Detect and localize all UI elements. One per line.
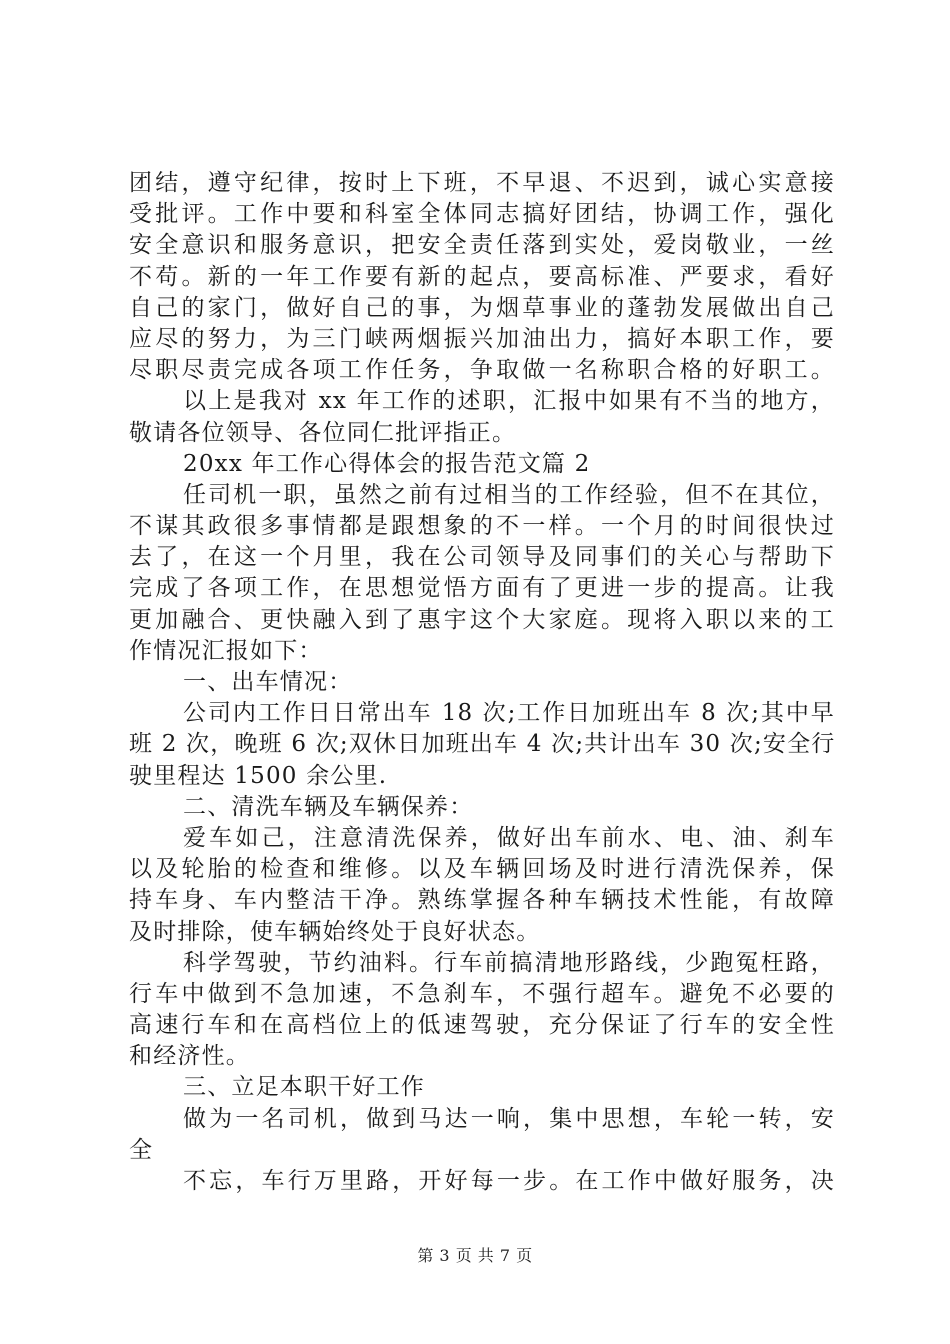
text-line: 不苟。新的一年工作要有新的起点，要高标准、严要求，看好 [129, 263, 835, 290]
text-line: 以及轮胎的检查和维修。以及车辆回场及时进行清洗保养，保 [129, 856, 835, 883]
text-line: 安全意识和服务意识，把安全责任落到实处，爱岗敬业，一丝 [129, 232, 835, 259]
subsection-heading: 二、清洗车辆及车辆保养： [183, 793, 474, 820]
text-line: 高速行车和在高档位上的低速驾驶，充分保证了行车的安全性 [129, 1012, 835, 1039]
subsection-heading: 一、出车情况： [183, 669, 353, 695]
text-line: 及时排除，使车辆始终处于良好状态。 [129, 918, 541, 945]
text-line: 尽职尽责完成各项工作任务，争取做一名称职合格的好职工。 [129, 357, 835, 384]
text-line: 驶里程达 1500 余公里. [129, 762, 388, 789]
text-line: 敬请各位领导、各位同仁批评指正。 [129, 419, 517, 446]
text-line: 自己的家门，做好自己的事，为烟草事业的蓬勃发展做出自己 [129, 294, 835, 321]
text-line: 行车中做到不急加速，不急刹车，不强行超车。避免不必要的 [129, 980, 835, 1007]
paragraph-first-line: 以上是我对 xx 年工作的述职，汇报中如果有不当的地方， [183, 388, 835, 415]
text-line: 完成了各项工作，在思想觉悟方面有了更进一步的提高。让我 [129, 575, 835, 602]
section-heading: 20xx 年工作心得体会的报告范文篇 2 [183, 450, 591, 477]
text-line: 团结，遵守纪律，按时上下班，不早退、不迟到，诚心实意接 [129, 170, 835, 196]
paragraph-first-line: 科学驾驶，节约油料。行车前搞清地形路线，少跑冤枉路， [183, 949, 835, 976]
subsection-heading: 三、立足本职干好工作 [183, 1074, 425, 1101]
text-line: 全 [129, 1136, 154, 1163]
text-line: 应尽的努力，为三门峡两烟振兴加油出力，搞好本职工作，要 [129, 325, 835, 352]
page-number-footer: 第 3 页 共 7 页 [417, 1246, 533, 1265]
text-line: 更加融合、更快融入到了惠宇这个大家庭。现将入职以来的工 [129, 606, 835, 633]
text-line: 和经济性。 [129, 1043, 250, 1070]
text-line: 不谋其政很多事情都是跟想象的不一样。一个月的时间很快过 [129, 513, 835, 540]
text-line: 作情况汇报如下： [129, 637, 323, 664]
text-line: 去了，在这一个月里，我在公司领导及同事们的关心与帮助下 [129, 544, 835, 571]
text-line: 持车身、车内整洁干净。熟练掌握各种车辆技术性能，有故障 [129, 887, 835, 914]
text-line: 受批评。工作中要和科室全体同志搞好团结，协调工作，强化 [129, 201, 835, 228]
paragraph-first-line: 爱车如己，注意清洗保养，做好出车前水、电、油、刹车 [183, 824, 835, 851]
text-line: 班 2 次，晚班 6 次;双休日加班出车 4 次;共计出车 30 次;安全行 [129, 731, 836, 758]
paragraph-first-line: 公司内工作日日常出车 18 次;工作日加班出车 8 次;其中早 [183, 700, 835, 727]
paragraph-first-line: 做为一名司机，做到马达一响，集中思想，车轮一转，安 [183, 1105, 835, 1132]
paragraph-first-line: 任司机一职，虽然之前有过相当的工作经验，但不在其位， [183, 481, 835, 508]
paragraph-first-line: 不忘，车行万里路，开好每一步。在工作中做好服务，决 [183, 1168, 835, 1194]
document-body [129, 168, 835, 1197]
